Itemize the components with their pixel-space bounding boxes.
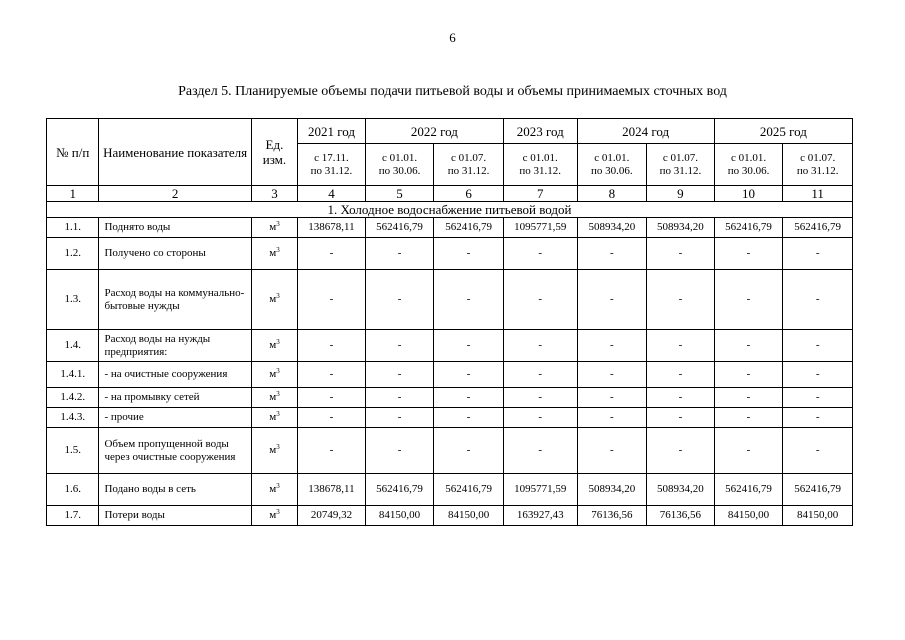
row-value: -: [434, 388, 504, 408]
column-number: 8: [577, 186, 647, 202]
period-from: с 01.01.: [381, 151, 418, 164]
row-value: -: [577, 270, 647, 330]
row-value: 508934,20: [577, 218, 647, 238]
column-number: 6: [434, 186, 504, 202]
period-to: по 30.06.: [727, 164, 770, 177]
table-body: [47, 202, 853, 526]
unit-base: м: [269, 221, 277, 233]
row-value: -: [365, 270, 434, 330]
table-row: [47, 218, 853, 238]
row-value: -: [783, 270, 853, 330]
row-name: Расход воды на коммунально-бытовые нужды: [99, 270, 251, 330]
row-value: -: [714, 388, 783, 408]
row-value: -: [298, 238, 366, 270]
row-value: -: [434, 330, 504, 362]
section-row: [47, 202, 853, 218]
unit-exponent: 3: [276, 443, 280, 451]
row-value: 562416,79: [783, 218, 853, 238]
row-value: -: [503, 362, 577, 388]
row-value: -: [714, 270, 783, 330]
header-unit: Ед. изм.: [251, 119, 297, 186]
row-value: -: [365, 408, 434, 428]
section-1-title: 1. Холодное водоснабжение питьевой водой: [47, 202, 853, 218]
row-value: -: [434, 238, 504, 270]
row-value: -: [365, 362, 434, 388]
table-row: [47, 428, 853, 474]
row-value: 20749,32: [298, 506, 366, 526]
table-row: [47, 362, 853, 388]
period-to: по 31.12.: [659, 164, 702, 177]
row-number: 1.2.: [47, 238, 99, 270]
row-value: -: [647, 388, 715, 408]
row-name: Расход воды на нужды предприятия:: [99, 330, 251, 362]
header-year-2025: 2025 год: [714, 119, 852, 144]
unit-base: м: [269, 483, 277, 495]
table-row: [47, 330, 853, 362]
row-number: 1.4.1.: [47, 362, 99, 388]
row-name: Подано воды в сеть: [99, 474, 251, 506]
unit-base: м: [269, 368, 277, 380]
unit-base: м: [269, 247, 277, 259]
row-unit: [251, 506, 297, 526]
unit-exponent: 3: [276, 390, 280, 398]
row-value: 84150,00: [714, 506, 783, 526]
period-to: по 30.06.: [378, 164, 421, 177]
header-name: Наименование показателя: [99, 119, 251, 186]
unit-base: м: [269, 509, 277, 521]
unit-exponent: 3: [276, 508, 280, 516]
row-value: 508934,20: [647, 474, 715, 506]
row-value: -: [783, 330, 853, 362]
header-period: [434, 144, 504, 186]
row-value: -: [647, 408, 715, 428]
row-number: 1.7.: [47, 506, 99, 526]
row-value: -: [647, 330, 715, 362]
row-unit: [251, 388, 297, 408]
column-number: 7: [503, 186, 577, 202]
table-row: [47, 238, 853, 270]
column-number: 1: [47, 186, 99, 202]
row-value: 84150,00: [434, 506, 504, 526]
header-period: [714, 144, 783, 186]
row-value: 138678,11: [298, 218, 366, 238]
row-unit: [251, 362, 297, 388]
unit-exponent: 3: [276, 367, 280, 375]
column-number: 9: [647, 186, 715, 202]
row-value: 562416,79: [434, 218, 504, 238]
period-to: по 31.12.: [519, 164, 562, 177]
period-from: с 01.07.: [800, 151, 836, 164]
unit-base: м: [269, 339, 277, 351]
header-year-2022: 2022 год: [365, 119, 503, 144]
page-number: 6: [449, 30, 456, 45]
column-numbers: [47, 186, 853, 202]
table-row: [47, 408, 853, 428]
row-value: -: [783, 428, 853, 474]
row-name: Получено со стороны: [99, 238, 251, 270]
unit-base: м: [269, 391, 277, 403]
period-from: с 01.01.: [594, 151, 630, 164]
row-value: -: [503, 238, 577, 270]
header-period: [577, 144, 647, 186]
row-number: 1.5.: [47, 428, 99, 474]
row-unit: [251, 408, 297, 428]
row-value: -: [714, 408, 783, 428]
row-value: -: [577, 428, 647, 474]
row-value: -: [434, 408, 504, 428]
row-number: 1.4.3.: [47, 408, 99, 428]
row-number: 1.4.2.: [47, 388, 99, 408]
header-year-2024: 2024 год: [577, 119, 714, 144]
row-value: -: [714, 428, 783, 474]
period-from: с 01.07.: [451, 151, 487, 164]
row-value: -: [434, 270, 504, 330]
period-from: с 01.07.: [662, 151, 698, 164]
row-number: 1.6.: [47, 474, 99, 506]
section-title: Раздел 5. Планируемые объемы подачи питьевой воды и объемы принимаемых сточных вод: [178, 84, 727, 99]
row-name: Объем пропущенной воды через очистные сооружения: [99, 428, 251, 474]
row-value: -: [365, 388, 434, 408]
period-from: с 17.11.: [314, 151, 349, 164]
period-to: по 30.06.: [591, 164, 633, 177]
row-value: 508934,20: [577, 474, 647, 506]
unit-exponent: 3: [276, 482, 280, 490]
row-value: 138678,11: [298, 474, 366, 506]
row-number: 1.1.: [47, 218, 99, 238]
row-value: -: [298, 330, 366, 362]
row-value: 562416,79: [783, 474, 853, 506]
row-value: 562416,79: [714, 474, 783, 506]
water-volume-table: [46, 118, 853, 526]
header-period: [783, 144, 853, 186]
period-from: с 01.01.: [522, 151, 558, 164]
period-to: по 31.12.: [310, 164, 353, 177]
row-value: -: [503, 428, 577, 474]
row-value: -: [503, 330, 577, 362]
row-value: 562416,79: [365, 474, 434, 506]
row-value: -: [298, 362, 366, 388]
row-value: -: [647, 238, 715, 270]
row-value: -: [298, 408, 366, 428]
row-value: -: [365, 428, 434, 474]
row-value: -: [577, 362, 647, 388]
row-unit: [251, 474, 297, 506]
row-value: 562416,79: [714, 218, 783, 238]
row-value: -: [714, 330, 783, 362]
row-value: 562416,79: [365, 218, 434, 238]
header-period: [365, 144, 434, 186]
table-row: [47, 388, 853, 408]
row-value: -: [298, 270, 366, 330]
row-value: 1095771,59: [503, 218, 577, 238]
row-value: -: [434, 362, 504, 388]
row-value: -: [783, 238, 853, 270]
column-number: 2: [99, 186, 251, 202]
unit-exponent: 3: [276, 292, 280, 300]
row-number: 1.3.: [47, 270, 99, 330]
header-period: [503, 144, 577, 186]
row-value: 1095771,59: [503, 474, 577, 506]
row-value: 508934,20: [647, 218, 715, 238]
header-period: [647, 144, 715, 186]
row-name: - прочие: [99, 408, 251, 428]
row-value: -: [647, 270, 715, 330]
period-to: по 31.12.: [447, 164, 490, 177]
row-name: Потери воды: [99, 506, 251, 526]
row-value: -: [783, 362, 853, 388]
column-number: 4: [298, 186, 366, 202]
header-period: [298, 144, 366, 186]
period-to: по 31.12.: [796, 164, 839, 177]
header-num: № п/п: [47, 119, 99, 186]
unit-base: м: [269, 411, 277, 423]
row-value: -: [577, 388, 647, 408]
row-value: -: [503, 270, 577, 330]
row-value: -: [577, 238, 647, 270]
row-value: -: [298, 428, 366, 474]
unit-exponent: 3: [276, 220, 280, 228]
row-value: -: [434, 428, 504, 474]
unit-exponent: 3: [276, 246, 280, 254]
row-value: -: [577, 408, 647, 428]
row-name: - на промывку сетей: [99, 388, 251, 408]
row-value: -: [503, 408, 577, 428]
row-value: -: [365, 238, 434, 270]
row-name: Поднято воды: [99, 218, 251, 238]
unit-base: м: [269, 293, 277, 305]
row-value: -: [714, 238, 783, 270]
row-value: 163927,43: [503, 506, 577, 526]
row-value: 562416,79: [434, 474, 504, 506]
table-row: [47, 270, 853, 330]
row-value: -: [503, 388, 577, 408]
row-value: -: [647, 428, 715, 474]
column-number: 11: [783, 186, 853, 202]
unit-exponent: 3: [276, 410, 280, 418]
row-value: -: [647, 362, 715, 388]
row-name: - на очистные сооружения: [99, 362, 251, 388]
column-number: 10: [714, 186, 783, 202]
row-number: 1.4.: [47, 330, 99, 362]
unit-base: м: [269, 444, 277, 456]
row-value: -: [783, 388, 853, 408]
table-row: [47, 506, 853, 526]
header-year-2021: 2021 год: [298, 119, 366, 144]
row-value: 76136,56: [577, 506, 647, 526]
row-value: -: [298, 388, 366, 408]
row-unit: [251, 238, 297, 270]
row-unit: [251, 218, 297, 238]
row-unit: [251, 428, 297, 474]
row-value: 84150,00: [365, 506, 434, 526]
column-number: 5: [365, 186, 434, 202]
table-row: [47, 474, 853, 506]
header-year-2023: 2023 год: [503, 119, 577, 144]
row-unit: [251, 330, 297, 362]
table-header: [47, 119, 853, 202]
row-value: -: [365, 330, 434, 362]
row-unit: [251, 270, 297, 330]
row-value: 76136,56: [647, 506, 715, 526]
row-value: 84150,00: [783, 506, 853, 526]
period-from: с 01.01.: [730, 151, 767, 164]
row-value: -: [714, 362, 783, 388]
row-value: -: [577, 330, 647, 362]
column-number: 3: [251, 186, 297, 202]
unit-exponent: 3: [276, 338, 280, 346]
row-value: -: [783, 408, 853, 428]
